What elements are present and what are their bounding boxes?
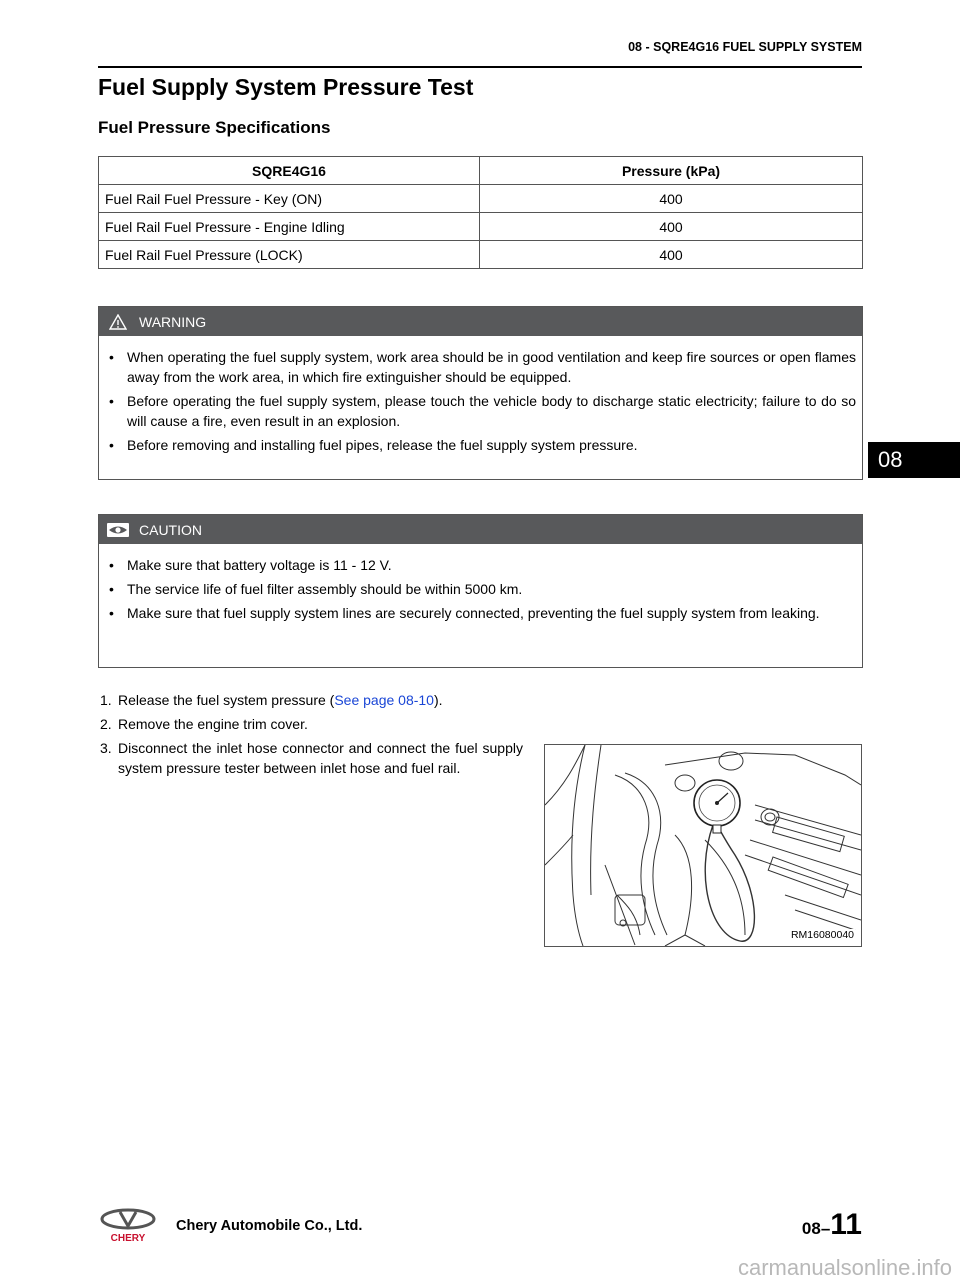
eye-icon — [107, 521, 129, 539]
chery-logo-mark — [98, 1208, 158, 1244]
step-text: Remove the engine trim cover. — [118, 716, 308, 732]
column-header-pressure: Pressure (kPa) — [480, 157, 863, 185]
logo-wordmark: CHERY — [110, 1233, 146, 1244]
caution-list — [99, 544, 862, 623]
see-page-link[interactable]: See page 08-10 — [334, 692, 434, 708]
warning-label: WARNING — [139, 313, 207, 330]
caution-box — [98, 514, 863, 668]
step-number: 1. — [100, 692, 112, 708]
header-rule — [98, 66, 862, 68]
table-cell-condition: Fuel Rail Fuel Pressure - Key (ON) — [99, 185, 480, 213]
page-number — [802, 1208, 862, 1242]
caution-item: • The service life of fuel filter assembly should be within 5000 km. — [107, 579, 856, 599]
table-row — [99, 241, 863, 269]
table-row — [99, 213, 863, 241]
chery-logo — [98, 1208, 158, 1244]
warning-box — [98, 306, 863, 480]
procedure-step — [98, 690, 523, 710]
engine-bay-figure — [544, 744, 862, 947]
fuel-pressure-spec-table — [98, 156, 863, 269]
procedure-step — [98, 738, 523, 778]
warning-item: • Before operating the fuel supply system, please touch the vehicle body to discharge static electricity; failure to do so will cause a fire, even result in an explosion. — [107, 391, 856, 431]
step-number: 3. — [100, 740, 112, 756]
procedure-steps — [98, 690, 523, 782]
warning-list — [99, 336, 862, 455]
warning-item: • Before removing and installing fuel pipes, release the fuel supply system pressure. — [107, 435, 856, 455]
company-name: Chery Automobile Co., Ltd. — [176, 1218, 363, 1234]
caution-label: CAUTION — [139, 521, 202, 538]
section-heading: Fuel Pressure Specifications — [98, 118, 331, 137]
step-text: ). — [433, 692, 443, 708]
table-cell-pressure: 400 — [480, 185, 863, 213]
engine-bay-illustration — [545, 745, 861, 946]
caution-item: • Make sure that fuel supply system lines are securely connected, preventing the fuel supply system from leaking. — [107, 603, 856, 623]
page-title: Fuel Supply System Pressure Test — [98, 74, 474, 100]
warning-header — [99, 307, 862, 336]
figure-code: RM16080040 — [790, 929, 854, 941]
caution-item: • Make sure that battery voltage is 11 - 12 V. — [107, 555, 856, 575]
table-cell-condition: Fuel Rail Fuel Pressure - Engine Idling — [99, 213, 480, 241]
table-row — [99, 185, 863, 213]
step-text: Release the fuel system pressure ( — [118, 692, 335, 708]
procedure-step — [98, 714, 523, 734]
warning-triangle-icon — [107, 313, 129, 331]
page-number-prefix: 08– — [801, 1219, 831, 1238]
step-number: 2. — [100, 716, 112, 732]
step-text: Disconnect the inlet hose connector and connect the fuel supply system pressure tester between inlet hose and fuel rail. — [118, 740, 523, 776]
table-cell-condition: Fuel Rail Fuel Pressure (LOCK) — [99, 241, 480, 269]
page-number-value: 11 — [830, 1208, 862, 1241]
running-header: 08 - SQRE4G16 FUEL SUPPLY SYSTEM — [628, 40, 862, 54]
column-header-engine: SQRE4G16 — [99, 157, 480, 185]
warning-item: • When operating the fuel supply system, work area should be in good ventilation and keep fire sources or open flames away from the work area, in which fire extinguisher should be equipped. — [107, 347, 856, 387]
chapter-tab[interactable]: 08 — [868, 442, 960, 478]
table-cell-pressure: 400 — [480, 241, 863, 269]
table-header-row — [99, 157, 863, 185]
table-cell-pressure: 400 — [480, 213, 863, 241]
caution-header — [99, 515, 862, 544]
watermark: carmanualsonline.info — [737, 1255, 952, 1280]
